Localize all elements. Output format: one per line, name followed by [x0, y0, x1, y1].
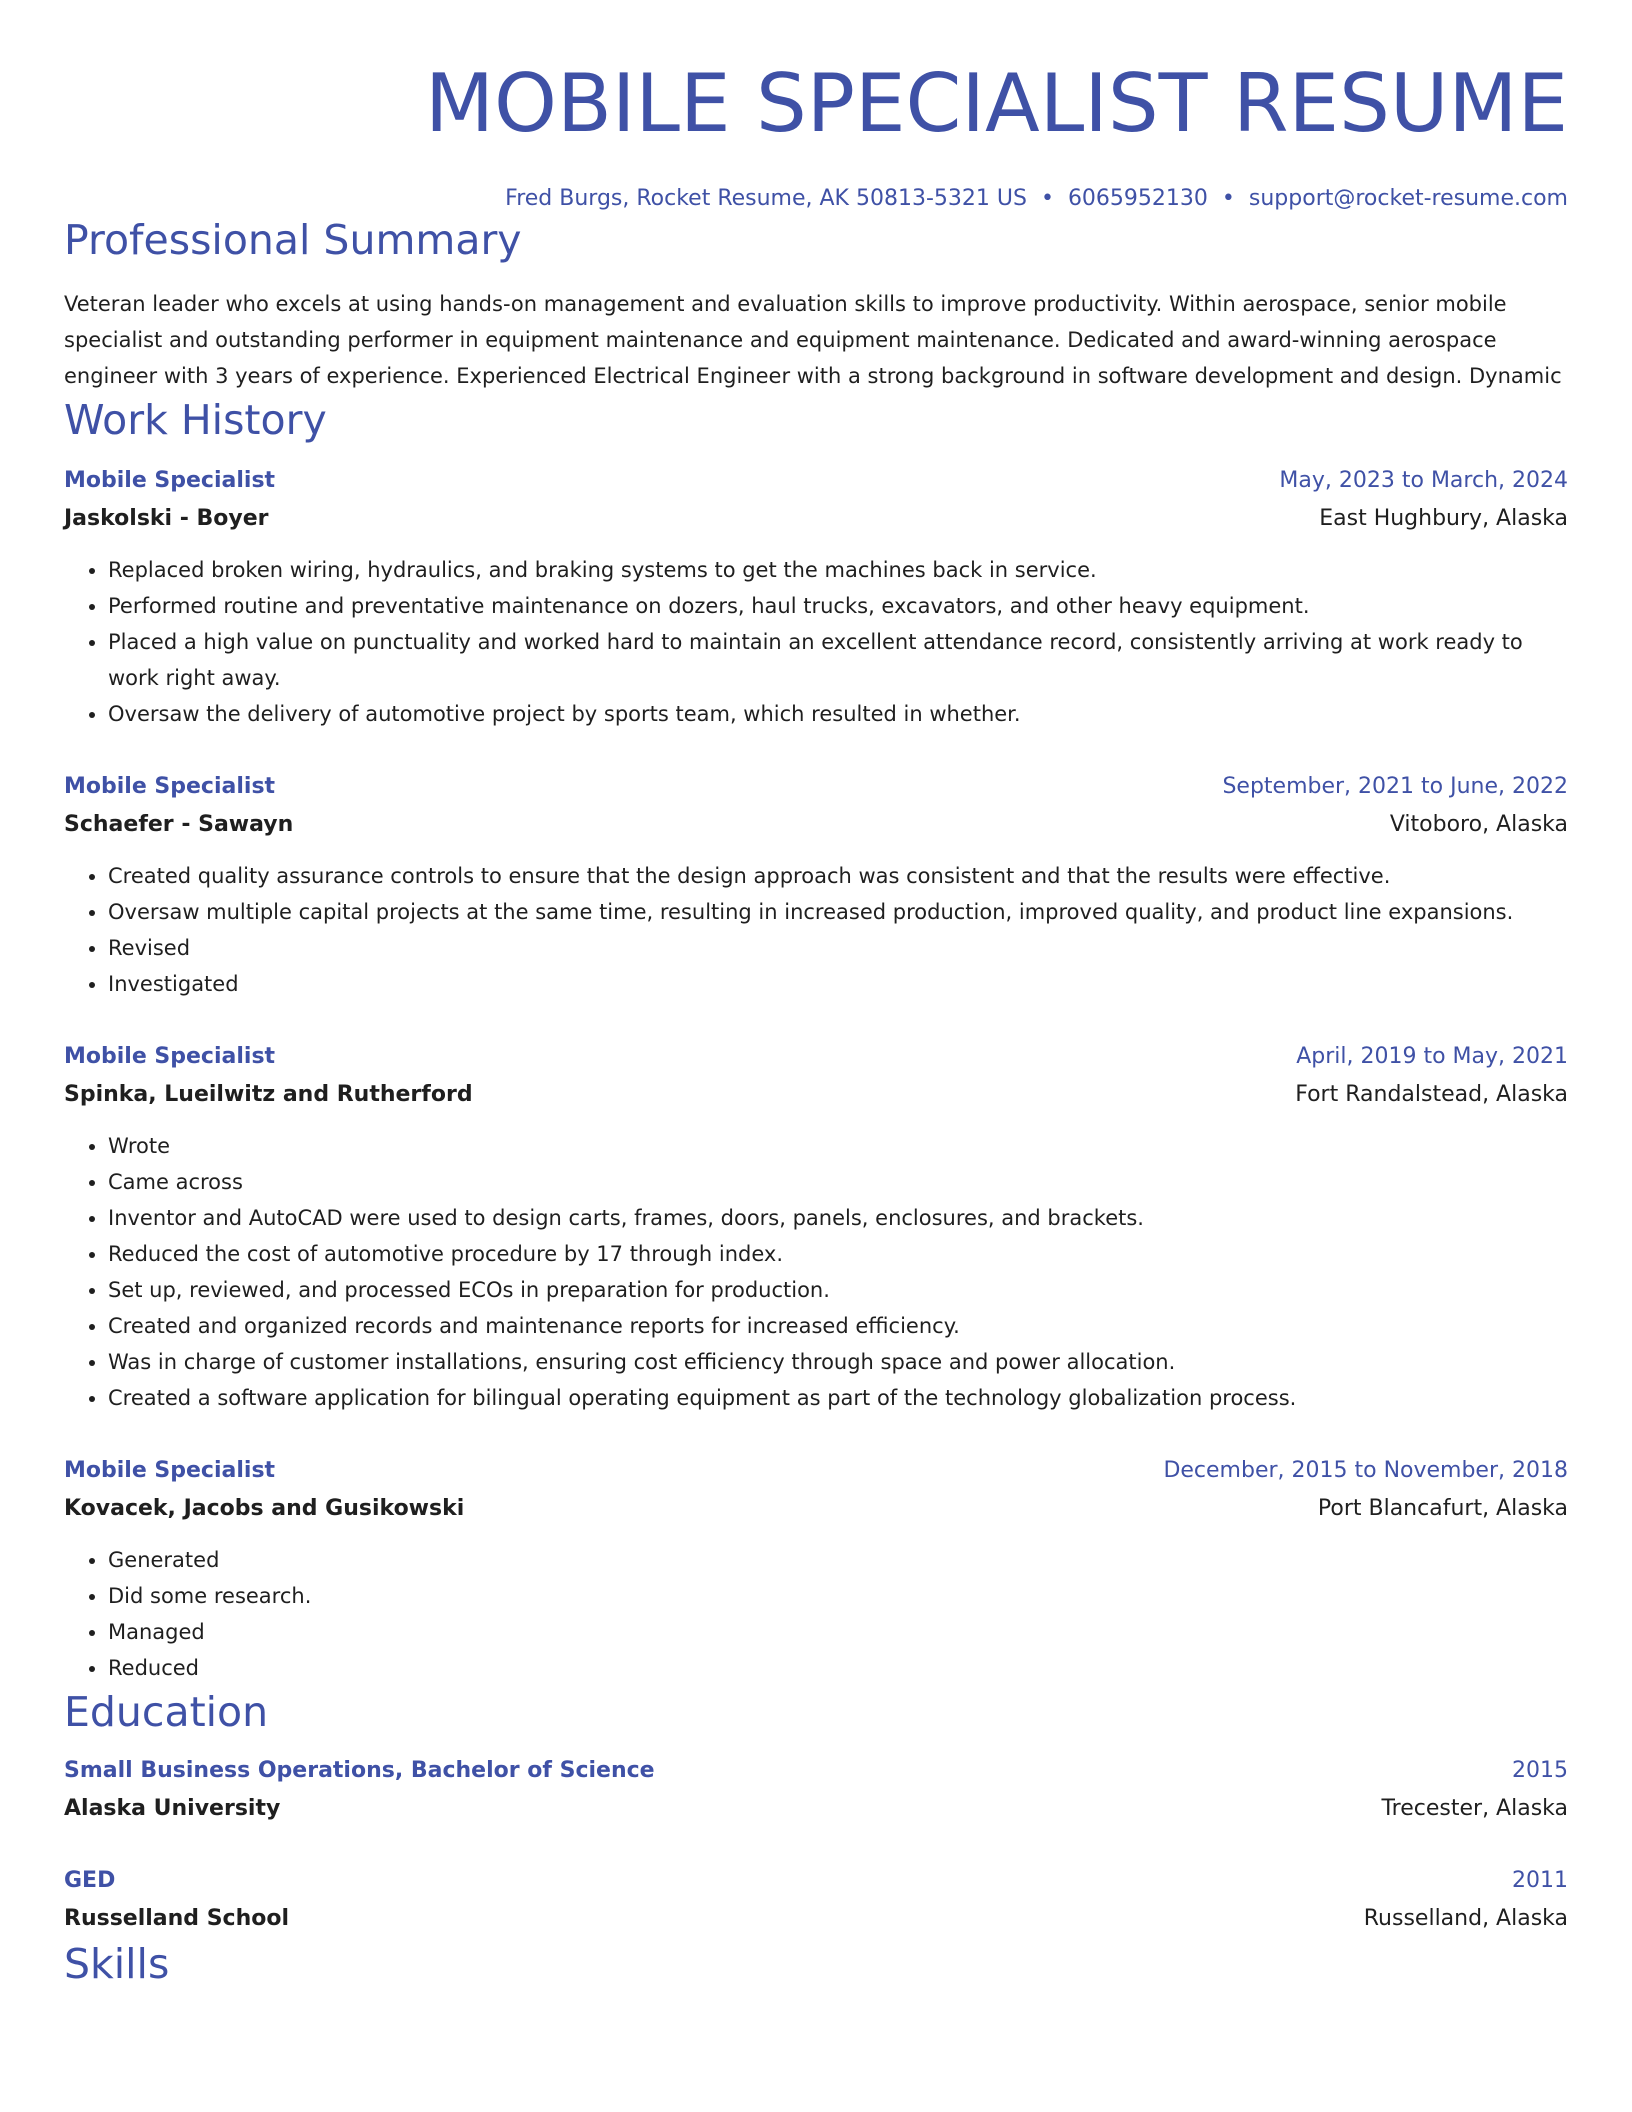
education-degree: GED [64, 1868, 116, 1893]
job-location: East Hughbury, Alaska [1319, 506, 1568, 531]
job-entry [64, 1038, 1568, 1416]
resume-title: MOBILE SPECIALIST RESUME [424, 57, 1568, 150]
bullet-item: • Did some research. [108, 1578, 1568, 1614]
job-location: Port Blancafurt, Alaska [1317, 1496, 1568, 1521]
education-entry [64, 1752, 1568, 1828]
education-entry [64, 1862, 1568, 1938]
job-bullets [64, 1542, 1568, 1686]
bullet-item: • Created quality assurance controls to ensure that the design approach was consistent and that the results were effective. [108, 858, 1568, 894]
summary-heading: Professional Summary [64, 216, 522, 264]
bullet-item: • Placed a high value on punctuality and worked hard to maintain an excellent attendance record, consistently arriving at work ready to work right away. [108, 624, 1568, 696]
bullet-item: • Revised [108, 930, 1568, 966]
job-location: Vitoboro, Alaska [1389, 812, 1568, 837]
job-entry [64, 768, 1568, 1002]
job-employer: Jaskolski - Boyer [64, 506, 269, 531]
bullet-item: • Created and organized records and maintenance reports for increased efficiency. [108, 1308, 1568, 1344]
job-bullets [64, 552, 1568, 732]
education-school: Alaska University [64, 1796, 281, 1821]
bullet-item: • Oversaw multiple capital projects at the same time, resulting in increased production, improved quality, and product line expansions. [108, 894, 1568, 930]
bullet-item: • Inventor and AutoCAD were used to design carts, frames, doors, panels, enclosures, and brackets. [108, 1200, 1568, 1236]
job-location: Fort Randalstead, Alaska [1295, 1082, 1568, 1107]
bullet-item: • Came across [108, 1164, 1568, 1200]
job-employer: Kovacek, Jacobs and Gusikowski [64, 1496, 465, 1521]
skills-heading: Skills [64, 1940, 170, 1988]
education-year: 2015 [1512, 1758, 1568, 1783]
bullet-item: • Managed [108, 1614, 1568, 1650]
job-entry [64, 462, 1568, 732]
job-role: Mobile Specialist [64, 774, 276, 799]
bullet-item: • Investigated [108, 966, 1568, 1002]
bullet-item: • Reduced [108, 1650, 1568, 1686]
bullet-item: • Reduced the cost of automotive procedure by 17 through index. [108, 1236, 1568, 1272]
education-degree: Small Business Operations, Bachelor of Science [64, 1758, 655, 1783]
work-history-heading: Work History [64, 396, 327, 444]
job-bullets [64, 858, 1568, 1002]
job-dates: December, 2015 to November, 2018 [1163, 1458, 1568, 1483]
education-heading: Education [64, 1688, 269, 1736]
bullet-item: • Was in charge of customer installations, ensuring cost efficiency through space and power allocation. [108, 1344, 1568, 1380]
summary-text: Veteran leader who excels at using hands-on management and evaluation skills to improve productivity. Within aerospace, senior mobile specialist and outstanding performer in equipment maintenance and equipment maintenance. Dedicated and award-winning aerospace engineer with 3 years of experience. Experienced Electrical Engineer with a strong background in software development and design. Dynamic [64, 292, 1562, 388]
bullet-item: • Created a software application for bilingual operating equipment as part of the technology globalization process. [108, 1380, 1568, 1416]
job-dates: April, 2019 to May, 2021 [1296, 1044, 1568, 1069]
contact-separator: • [1040, 186, 1054, 211]
bullet-item: • Set up, reviewed, and processed ECOs in preparation for production. [108, 1272, 1568, 1308]
contact-phone: 6065952130 [1067, 186, 1208, 211]
job-role: Mobile Specialist [64, 1044, 276, 1069]
job-role: Mobile Specialist [64, 1458, 276, 1483]
education-location: Russelland, Alaska [1363, 1906, 1568, 1931]
education-school: Russelland School [64, 1906, 290, 1931]
bullet-item: • Performed routine and preventative maintenance on dozers, haul trucks, excavators, and other heavy equipment. [108, 588, 1568, 624]
job-dates: September, 2021 to June, 2022 [1222, 774, 1568, 799]
job-role: Mobile Specialist [64, 468, 276, 493]
contact-address: Fred Burgs, Rocket Resume, AK 50813-5321 US [505, 186, 1027, 211]
contact-line [64, 184, 1568, 214]
bullet-item: • Replaced broken wiring, hydraulics, and braking systems to get the machines back in service. [108, 552, 1568, 588]
bullet-item: • Wrote [108, 1128, 1568, 1164]
job-entry [64, 1452, 1568, 1686]
bullet-item: • Generated [108, 1542, 1568, 1578]
bullet-item: • Oversaw the delivery of automotive project by sports team, which resulted in whether. [108, 696, 1568, 732]
education-year: 2011 [1512, 1868, 1568, 1893]
contact-separator: • [1221, 186, 1235, 211]
contact-email: support@rocket-resume.com [1248, 186, 1568, 211]
job-bullets [64, 1128, 1568, 1416]
job-employer: Spinka, Lueilwitz and Rutherford [64, 1082, 473, 1107]
education-location: Trecester, Alaska [1381, 1796, 1568, 1821]
job-dates: May, 2023 to March, 2024 [1279, 468, 1568, 493]
job-employer: Schaefer - Sawayn [64, 812, 294, 837]
